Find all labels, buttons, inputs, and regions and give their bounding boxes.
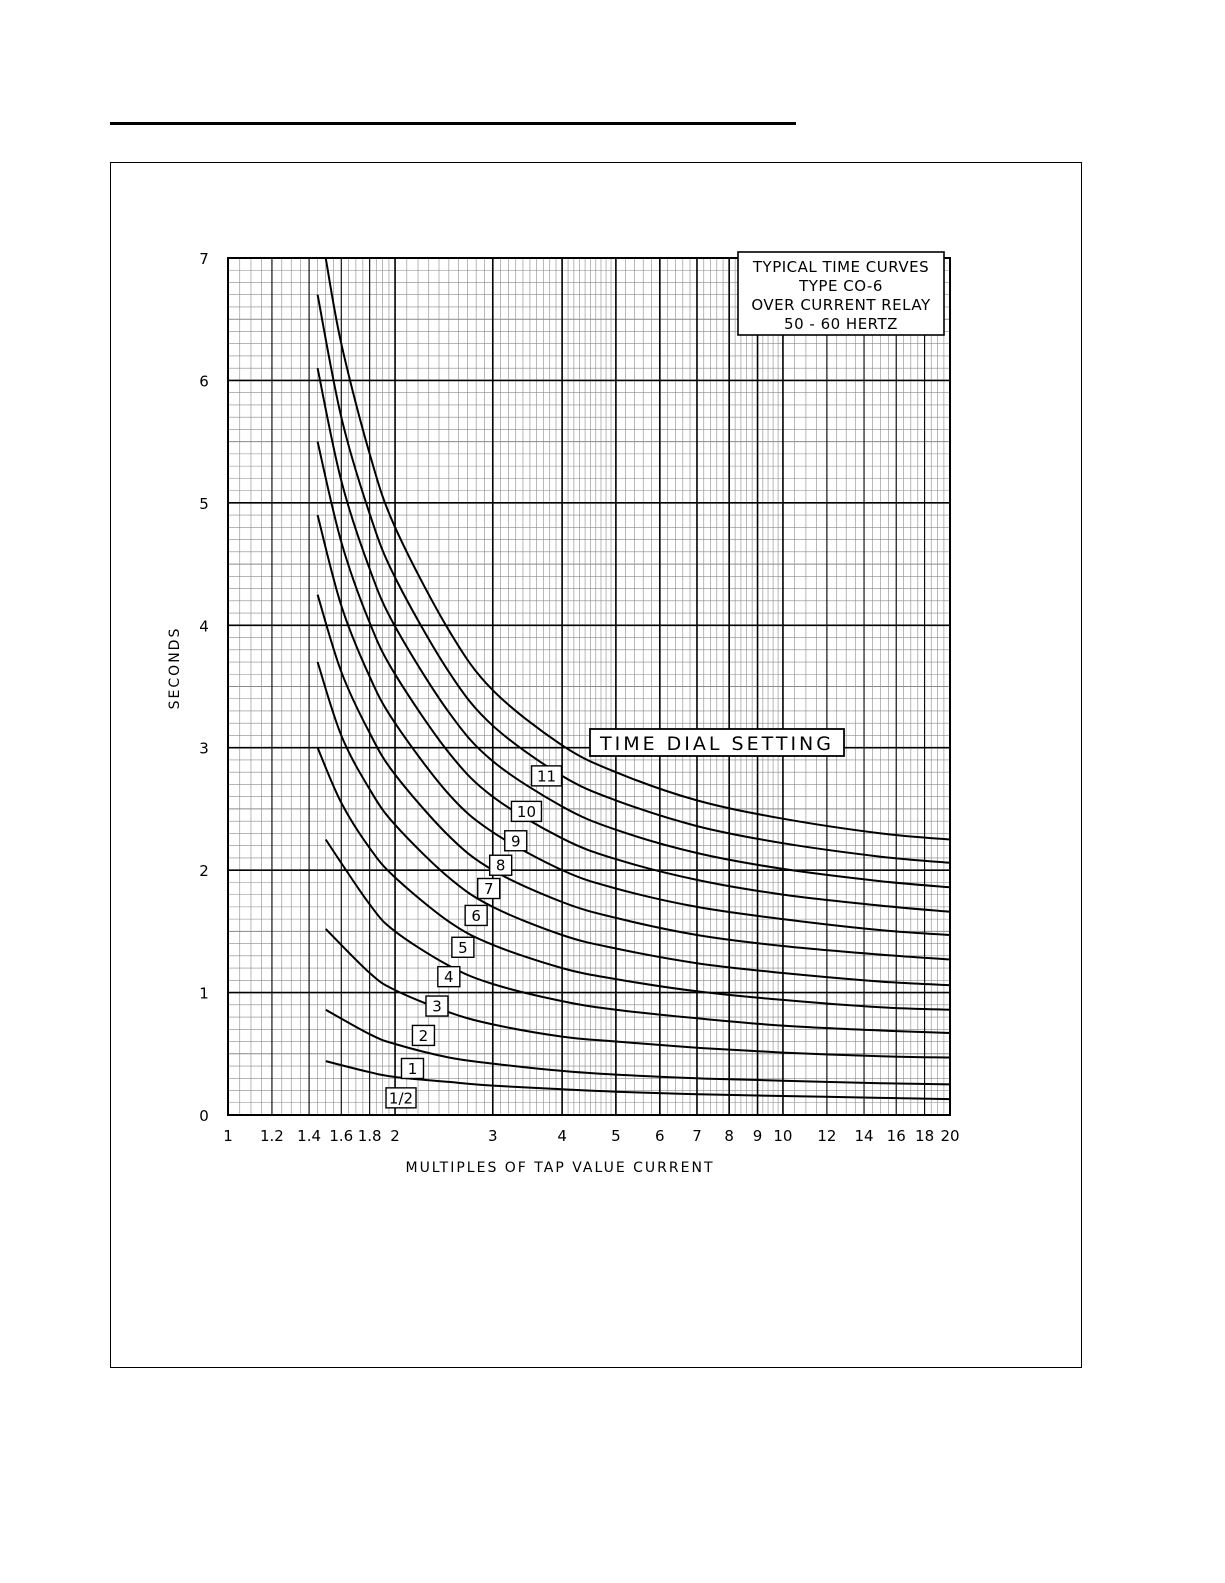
x-tick-label: 2 xyxy=(390,1127,400,1145)
title-line-4: 50 - 60 HERTZ xyxy=(784,315,898,333)
title-line-3: OVER CURRENT RELAY xyxy=(751,296,931,314)
curve-3 xyxy=(326,840,950,1034)
curve-label: 9 xyxy=(510,832,521,851)
y-tick-label: 0 xyxy=(199,1107,209,1125)
time-dial-setting-annotation xyxy=(590,729,844,756)
y-tick-label: 7 xyxy=(199,250,209,268)
x-tick-label: 20 xyxy=(940,1127,960,1145)
x-tick-label: 9 xyxy=(752,1127,763,1145)
x-tick-label: 8 xyxy=(724,1127,734,1145)
x-tick-label: 1.2 xyxy=(260,1127,284,1145)
x-tick-label: 14 xyxy=(854,1127,874,1145)
grid-minor xyxy=(228,258,950,1115)
x-tick-label: 7 xyxy=(692,1127,702,1145)
curve-label: 5 xyxy=(458,938,468,957)
y-tick-label: 5 xyxy=(199,494,209,513)
curve-label: 1 xyxy=(407,1059,418,1078)
x-tick-label: 1.4 xyxy=(297,1127,322,1145)
x-tick-label: 10 xyxy=(773,1127,793,1145)
y-tick-label: 4 xyxy=(199,617,209,636)
x-tick-label: 5 xyxy=(611,1127,621,1145)
x-tick-label: 1 xyxy=(223,1127,233,1145)
y-tick-label: 3 xyxy=(199,739,209,758)
x-tick-label: 6 xyxy=(655,1127,665,1145)
curve-label: 6 xyxy=(471,906,481,925)
x-tick-label: 12 xyxy=(817,1127,837,1145)
x-tick-label: 16 xyxy=(886,1127,906,1145)
curve-labels xyxy=(386,766,562,1108)
y-tick-labels xyxy=(199,250,209,1125)
x-tick-label: 18 xyxy=(915,1127,935,1145)
title-box xyxy=(738,252,944,335)
curve-label: 11 xyxy=(537,767,557,786)
x-tick-label: 4 xyxy=(557,1127,567,1145)
x-tick-label: 1.6 xyxy=(329,1127,354,1145)
y-tick-label: 6 xyxy=(199,372,209,391)
time-dial-setting-label: TIME DIAL SETTING xyxy=(600,733,834,755)
curve-label: 8 xyxy=(495,856,506,875)
y-axis-label: SECONDS xyxy=(167,626,183,710)
title-line-1: TYPICAL TIME CURVES xyxy=(752,258,930,276)
x-tick-label: 3 xyxy=(488,1127,498,1145)
y-tick-label: 2 xyxy=(199,862,209,881)
curve-label: 4 xyxy=(444,968,454,987)
curve-label: 1/2 xyxy=(388,1089,414,1108)
y-tick-label: 1 xyxy=(199,984,209,1003)
x-tick-labels xyxy=(223,1127,959,1145)
curve-label: 7 xyxy=(483,880,494,899)
curve-label: 2 xyxy=(418,1026,429,1045)
curve-label: 3 xyxy=(432,997,442,1016)
title-line-2: TYPE CO-6 xyxy=(799,277,883,295)
curve-label: 10 xyxy=(516,802,537,821)
x-tick-label: 1.8 xyxy=(357,1127,382,1145)
x-axis-label: MULTIPLES OF TAP VALUE CURRENT xyxy=(405,1160,715,1176)
